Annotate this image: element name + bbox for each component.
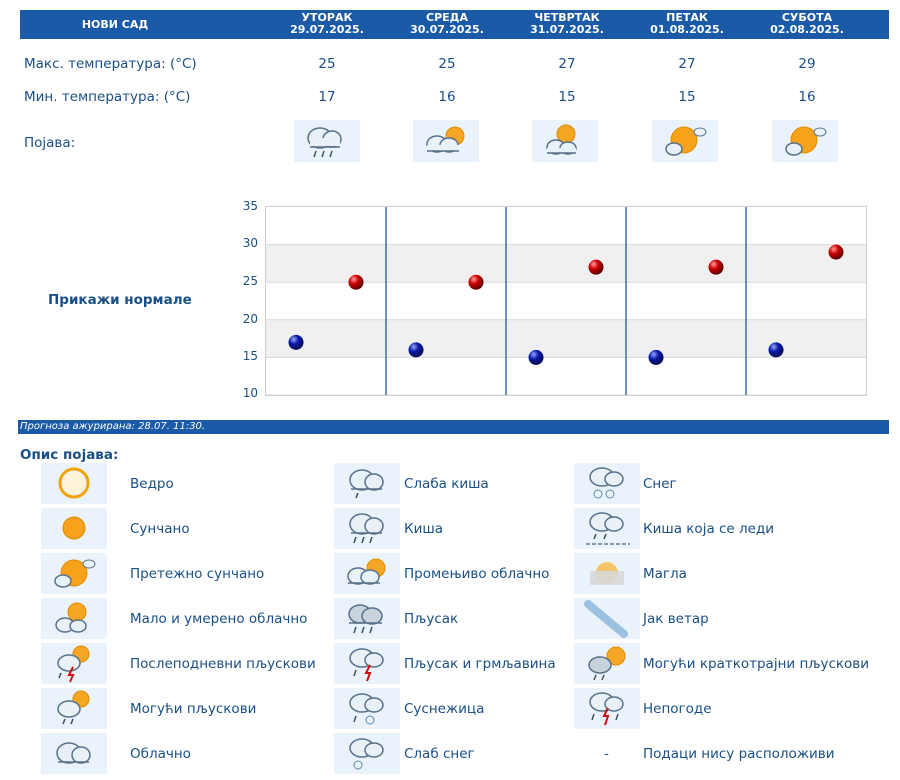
possible-showers-icon	[41, 688, 107, 729]
light-rain-icon	[334, 463, 400, 504]
phenomenon-label: Појава:	[24, 135, 76, 151]
legend-label: Киша	[404, 521, 443, 537]
legend-label: Облачно	[130, 746, 191, 762]
legend-label: Суснежица	[404, 701, 485, 717]
storm-icon	[574, 688, 640, 729]
snow-icon	[574, 463, 640, 504]
min-temp-point[interactable]	[409, 342, 424, 357]
min-temp-value: 17	[318, 89, 336, 105]
legend-label: Ведро	[130, 476, 174, 492]
day-header-4: ПЕТАК 01.08.2025.	[650, 11, 724, 36]
thunderstorm-icon	[334, 643, 400, 684]
legend-label: Снег	[643, 476, 677, 492]
legend-label: Подаци нису расположиви	[643, 746, 835, 762]
light-cloudy-icon	[41, 598, 107, 639]
cloudy-icon	[41, 733, 107, 774]
rain-icon	[334, 508, 400, 549]
legend-title: Опис појава:	[20, 447, 119, 463]
brief-showers-icon	[574, 643, 640, 684]
forecast-header	[20, 10, 889, 39]
max-temp-value: 25	[438, 56, 456, 72]
max-temp-point[interactable]	[709, 260, 724, 275]
min-temp-value: 15	[558, 89, 576, 105]
legend-label: Послеподневни пљускови	[130, 656, 316, 672]
light-cloudy-icon	[532, 120, 598, 162]
legend-label: Промењиво облачно	[404, 566, 550, 582]
freezing-rain-icon	[574, 508, 640, 549]
partly-cloudy-icon	[413, 120, 479, 162]
min-temp-point[interactable]	[529, 350, 544, 365]
sleet-icon	[334, 688, 400, 729]
legend-label: Јак ветар	[643, 611, 709, 627]
max-temp-value: 27	[558, 56, 576, 72]
legend-label: Могући краткотрајни пљускови	[643, 656, 870, 672]
day-header-2: СРЕДА 30.07.2025.	[410, 11, 484, 36]
legend-label: Мало и умерено облачно	[130, 611, 308, 627]
temperature-chart-svg	[266, 207, 866, 395]
max-temp-label: Макс. температура: (°C)	[24, 56, 197, 72]
min-temp-value: 15	[678, 89, 696, 105]
legend-label: Слаб снег	[404, 746, 475, 762]
afternoon-showers-icon	[41, 643, 107, 684]
no-data-icon: -	[604, 746, 609, 762]
day-header-3: ЧЕТВРТАК 31.07.2025.	[530, 11, 604, 36]
mostly-sunny-icon	[41, 553, 107, 594]
y-tick-label: 20	[242, 312, 258, 326]
shower-icon	[334, 598, 400, 639]
show-normals-link[interactable]: Прикажи нормале	[48, 292, 192, 308]
y-tick-label: 10	[242, 386, 258, 400]
max-temp-point[interactable]	[469, 275, 484, 290]
max-temp-point[interactable]	[829, 245, 844, 260]
day-header-1: УТОРАК 29.07.2025.	[290, 11, 364, 36]
min-temp-value: 16	[798, 89, 816, 105]
day-header-5: СУБОТА 02.08.2025.	[770, 11, 844, 36]
city-name: НОВИ САД	[81, 18, 149, 31]
mostly-sunny-icon	[772, 120, 838, 162]
forecast-updated-bar: Прогноза ажурирана: 28.07. 11:30.	[18, 420, 889, 434]
legend-label: Магла	[643, 566, 687, 582]
legend-label: Могући пљускови	[130, 701, 257, 717]
clear-icon	[41, 463, 107, 504]
sunny-icon	[41, 508, 107, 549]
min-temp-value: 16	[438, 89, 456, 105]
strong-wind-icon	[574, 598, 640, 639]
light-snow-icon	[334, 733, 400, 774]
legend-label: Пљусак	[404, 611, 459, 627]
max-temp-point[interactable]	[349, 275, 364, 290]
y-tick-label: 35	[242, 199, 258, 213]
temperature-chart	[265, 206, 867, 396]
fog-icon	[574, 553, 640, 594]
max-temp-value: 29	[798, 56, 816, 72]
legend-label: Пљусак и грмљавина	[404, 656, 556, 672]
min-temp-point[interactable]	[289, 335, 304, 350]
min-temp-label: Мин. температура: (°C)	[24, 89, 191, 105]
max-temp-value: 27	[678, 56, 696, 72]
legend-label: Сунчано	[130, 521, 190, 537]
legend-label: Слаба киша	[404, 476, 489, 492]
min-temp-point[interactable]	[769, 342, 784, 357]
legend-label: Киша која се леди	[643, 521, 775, 537]
mostly-sunny-icon	[652, 120, 718, 162]
partly-cloudy-icon	[334, 553, 400, 594]
max-temp-value: 25	[318, 56, 336, 72]
y-tick-label: 15	[242, 349, 258, 363]
min-temp-point[interactable]	[649, 350, 664, 365]
legend-label: Непогоде	[643, 701, 712, 717]
y-tick-label: 30	[242, 236, 258, 250]
max-temp-point[interactable]	[589, 260, 604, 275]
y-tick-label: 25	[242, 274, 258, 288]
rain-icon	[294, 120, 360, 162]
legend-label: Претежно сунчано	[130, 566, 265, 582]
